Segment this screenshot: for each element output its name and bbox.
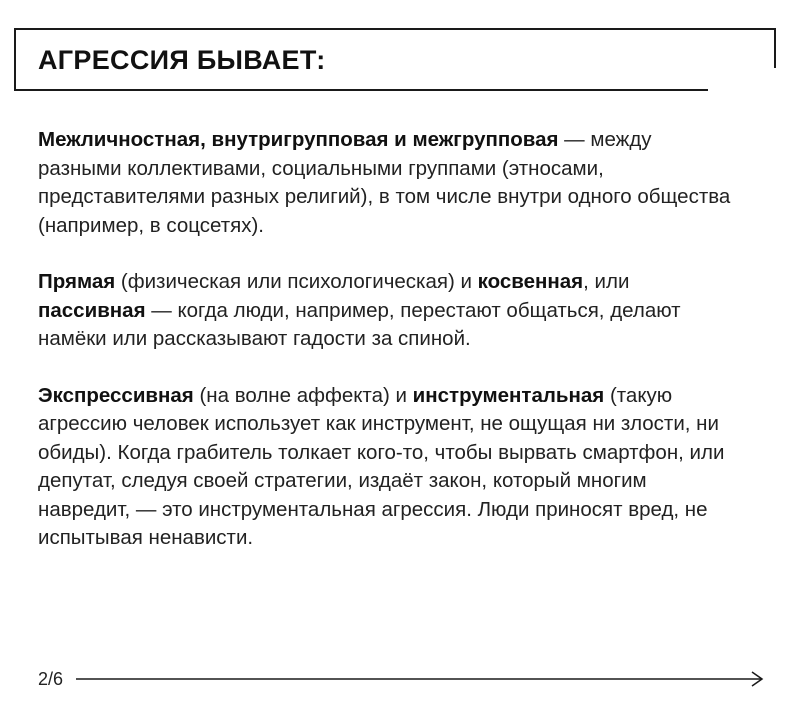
term-expressive: Экспрессивная: [38, 383, 194, 407]
paragraph-text: — когда люди, например, перестают общаться, делают намёки или рассказывают гадости за спиной.: [38, 298, 681, 350]
paragraph-social-levels: [38, 126, 738, 240]
term-interpersonal: Межличностная, внутригрупповая и межгрупповая: [38, 128, 559, 151]
paragraph-text: , или: [583, 270, 630, 293]
paragraph-direct-indirect: [38, 268, 738, 354]
term-direct: Прямая: [38, 270, 116, 293]
arrow-right-icon[interactable]: [76, 668, 766, 690]
term-instrumental: инструментальная: [412, 383, 605, 407]
paragraph-text: (на волне аффекта) и: [193, 383, 413, 407]
title-underline: [14, 89, 708, 91]
term-indirect: косвенная: [477, 270, 584, 293]
main-content: [38, 126, 738, 581]
term-passive: пассивная: [38, 298, 146, 322]
paragraph-text: (физическая или психологическая) и: [115, 270, 478, 293]
paragraph-text: (такую агрессию человек использует как инструмент, не ощущая ни злости, ни обиды). Когда грабитель толкает кого-то, чтобы вырвать смартфон, или депутат, следуя своей стратегии, издаёт закон, который многим навредит, — это инструментальная агрессия. Люди приносят вред, не испытывая ненависти.: [38, 383, 725, 549]
page-number: 2/6: [38, 669, 64, 689]
paragraph-text: — между разными коллективами, социальными группами (этносами, представителями разных религий), в том числе внутри одного общества (например, в соцсетях).: [38, 128, 731, 237]
page-title: АГРЕССИЯ БЫВАЕТ:: [38, 45, 326, 75]
title-frame-gap: [773, 68, 777, 98]
paragraph-expressive-instrumental: [38, 382, 738, 553]
